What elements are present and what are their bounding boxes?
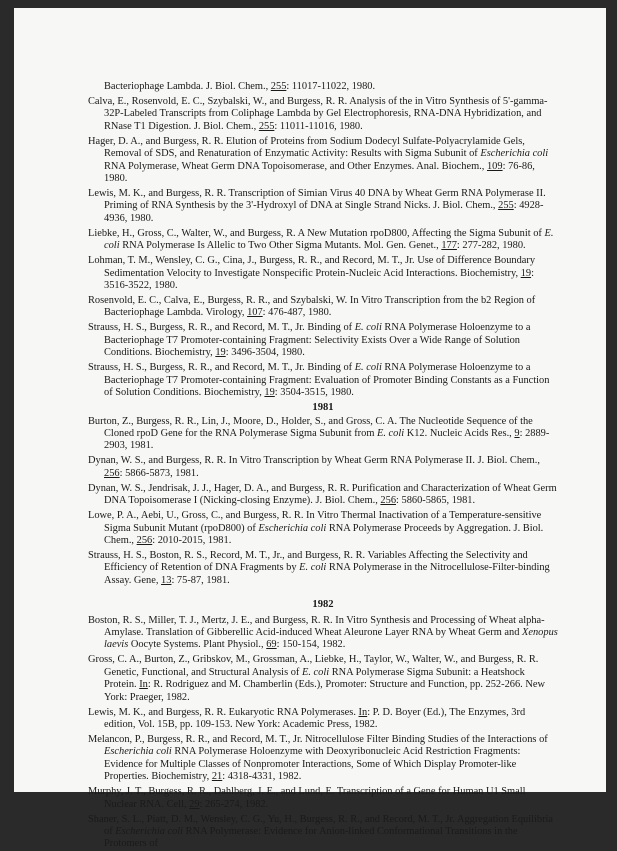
reference-entry: [88, 295, 558, 320]
reference-text: Lewis, M. K., and Burgess, R. R. Transcription of Simian Virus 40 DNA by Wheat Germ RNA Polymerase II. Priming of RNA Synthesis by the 3'-Hydroxyl of DNA at Single Strand Nicks. J. Biol. Chem.,: [88, 188, 546, 212]
reference-text: Shaner, S. L., Piatt, D. M., Wensley, C. G., Yu, H., Burgess, R. R., and Record, M. T., Jr. Aggregation Equilibria of: [88, 813, 554, 838]
species-name: E. coli: [104, 227, 554, 252]
volume-number: 256: [380, 495, 397, 507]
reference-entry: [88, 136, 558, 186]
volume-number: 29: [189, 798, 200, 810]
reference-text: Dynan, W. S., and Burgess, R. R. In Vitro Transcription by Wheat Germ RNA Polymerase II. J. Biol. Chem.,: [88, 455, 540, 467]
reference-entry: [88, 455, 558, 480]
volume-number: 9: [514, 427, 520, 439]
species-name: Escherichia coli: [104, 746, 172, 758]
year-heading: 1981: [312, 402, 334, 414]
reference-text: Strauss, H. S., Burgess, R. R., and Record, M. T., Jr. Binding of: [88, 322, 355, 334]
reference-text: Melancon, P., Burgess, R. R., and Record, M. T., Jr. Nitrocellulose Filter Binding Studies of the Interactions of: [88, 734, 548, 745]
volume-number: 255: [498, 200, 514, 212]
species-name: Escherichia coli: [480, 148, 549, 160]
reference-text: RNA Polymerase Holoenzyme to a Bacteriophage T7 Promoter-containing Fragment: Selectivity Exists Over a Wide Range of Solution Conditions. Biochemistry,: [104, 322, 531, 359]
reference-text: Liebke, H., Gross, C., Walter, W., and Burgess, R. A New Mutation rpoD800, Affecting the Sigma Subunit of: [88, 227, 545, 239]
reference-entry: [88, 416, 558, 453]
volume-number: 177: [441, 240, 457, 252]
reference-text: : R. Rodriguez and M. Chamberlin (Eds.), Promoter: Structure and Function, pp. 252-266. New York: Praeger, 1982.: [104, 679, 545, 703]
reference-text: : 2010-2015, 1981.: [152, 534, 232, 546]
reference-text: : P. D. Boyer (Ed.), The Enzymes, 3rd edition, Vol. 15B, pp. 109-153. New York: Academic Press, 1982.: [104, 706, 526, 730]
species-name: Escherichia coli: [258, 522, 327, 534]
reference-entry: [88, 255, 558, 292]
reference-text: : 4928-4936, 1980.: [104, 200, 544, 224]
reference-text: : 3496-3504, 1980.: [225, 347, 305, 359]
volume-number: 256: [136, 534, 153, 546]
reference-entry: [88, 734, 558, 784]
reference-entry: [88, 510, 558, 547]
reference-text: K12. Nucleic Acids Res.,: [404, 427, 515, 439]
reference-text: Rosenvold, E. C., Calva, E., Burgess, R. R., and Szybalski, W. In Vitro Transcription from the b2 Region of Bacteriophage Lambda. Virology,: [88, 295, 536, 319]
reference-text: RNA Polymerase: Evidence for Anion-linked Conformational Transitions in the Protomers of: [104, 826, 518, 850]
volume-number: 19: [520, 267, 532, 279]
reference-text: : 476-487, 1980.: [262, 307, 332, 319]
reference-text: Hager, D. A., and Burgess, R. R. Elution of Proteins from Sodium Dodecyl Sulfate-Polyacrylamide Gels, Removal of SDS, and Renaturation of Enzymatic Activity: Results with Sigma Subunit of: [88, 135, 525, 160]
reference-text: Bacteriophage Lambda. J. Biol. Chem.,: [104, 81, 271, 92]
reference-text: RNA Polymerase Sigma Subunit: a Heatshock Protein.: [104, 666, 525, 691]
species-name: E. coli: [354, 322, 382, 334]
reference-entry: [88, 188, 558, 225]
reference-text: Murphy, J. T., Burgess, R. R., Dahlberg, J. E., and Lund, E. Transcription of a Gene for Human U1 Small Nuclear RNA. Cell,: [88, 786, 526, 810]
reference-entry: [88, 322, 558, 359]
volume-number: In: [358, 706, 368, 718]
reference-text: RNA Polymerase, Wheat Germ DNA Topoisomerase, and Other Enzymes. Anal. Biochem.,: [104, 160, 487, 172]
reference-text: : 11017-11022, 1980.: [286, 81, 376, 92]
reference-text: Gross, C. A., Burton, Z., Gribskov, M., Grossman, A., Liebke, H., Taylor, W., Walter, W., and Burgess, R. R. Genetic, Functional, and Structural Analysis of: [88, 654, 539, 678]
volume-number: 13: [161, 574, 172, 586]
reference-entry: [88, 483, 558, 508]
reference-entry: [88, 786, 558, 811]
reference-text: Lowe, P. A., Aebi, U., Gross, C., and Burgess, R. R. In Vitro Thermal Inactivation of a Temperature-sensitive Sigma Subunit Mutant (rpoD800) of: [88, 510, 542, 534]
reference-text: Dynan, W. S., Jendrisak, J. J., Hager, D. A., and Burgess, R. R. Purification and Characterization of Wheat Germ DNA Topoisomerase I (Nicking-closing Enzyme). J. Biol. Chem.,: [88, 482, 557, 507]
reference-text: RNA Polymerase in the Nitrocellulose-Filter-binding Assay. Gene,: [104, 562, 550, 586]
reference-text: Strauss, H. S., Burgess, R. R., and Record, M. T., Jr. Binding of: [88, 362, 355, 374]
volume-number: 255: [270, 81, 287, 92]
reference-text: : 5860-5865, 1981.: [396, 495, 476, 507]
reference-entry: [88, 550, 558, 587]
species-name: Xenopus laevis: [104, 626, 558, 651]
reference-text: : 4318-4331, 1982.: [222, 771, 302, 783]
reference-text: Lewis, M. K., and Burgess, R. R. Eukaryotic RNA Polymerases.: [88, 706, 359, 718]
reference-entry: [88, 615, 558, 652]
reference-text: RNA Polymerase Proceeds by Aggregation. J. Biol. Chem.,: [104, 522, 544, 546]
volume-number: 255: [258, 120, 275, 132]
reference-text: Boston, R. S., Miller, T. J., Mertz, J. E., and Burgess, R. R. In Vitro Synthesis and Processing of Wheat alpha-Amylase. Translation of Gibberellic Acid-induced Wheat Aleurone Layer RNA by Wheat Germ and: [88, 614, 545, 638]
reference-text: Burton, Z., Burgess, R. R., Lin, J., Moore, D., Holder, S., and Gross, C. A. The Nucleotide Sequence of the Cloned rpoD Gene for the RNA Polymerase Sigma Subunit from: [88, 415, 533, 439]
reference-text: : 11011-11016, 1980.: [274, 120, 363, 132]
reference-entry: [88, 81, 558, 93]
reference-text: RNA Polymerase Is Allelic to Two Other Sigma Mutants. Mol. Gen. Genet.,: [119, 240, 442, 252]
volume-number: 109: [486, 160, 503, 172]
reference-entry: [88, 707, 558, 732]
reference-text: RNA Polymerase Holoenzyme with Deoxyribonucleic Acid Restriction Fragments: Evidence for Multiple Classes of Nonpromoter Interactions, Some of Which Display Promoter-like Properties. Biochemistry,: [104, 746, 521, 783]
reference-entry: [88, 814, 558, 851]
species-name: E. coli: [299, 562, 327, 574]
reference-text: : 3504-3515, 1980.: [274, 387, 354, 399]
volume-number: 19: [215, 347, 226, 359]
reference-text: : 265-274, 1982.: [199, 798, 269, 810]
volume-number: In: [139, 679, 148, 691]
volume-number: 256: [104, 467, 120, 479]
reference-entry: [88, 228, 558, 253]
species-name: E. coli: [301, 666, 330, 678]
reference-text: Strauss, H. S., Boston, R. S., Record, M. T., Jr., and Burgess, R. R. Variables Affecting the Selectivity and Efficiency of Retention of DNA Fragments by: [88, 549, 528, 574]
species-name: E. coli: [377, 427, 405, 439]
species-name: E. coli: [354, 362, 382, 374]
reference-entry: [88, 654, 558, 704]
reference-text: Calva, E., Rosenvold, E. C., Szybalski, W., and Burgess, R. R. Analysis of the in Vitro Synthesis of 5'-gamma-32P-Labeled Transcripts from Coliphage Lambda by Gel Electrophoresis, RNA-DNA Hybridization, and RNase T1 Digestion. J. Biol. Chem.,: [88, 96, 548, 132]
reference-entry: [88, 362, 558, 399]
species-name: Escherichia coli: [115, 826, 184, 838]
reference-text: RNA Polymerase Holoenzyme to a Bacteriophage T7 Promoter-containing Fragment: Evaluation of Promoter Binding Constants as a Function of Solution Conditions. Biochemistry,: [104, 362, 550, 399]
reference-text: Oocyte Systems. Plant Physiol.,: [128, 639, 267, 651]
reference-text: : 277-282, 1980.: [456, 240, 526, 252]
reference-text: : 76-86, 1980.: [104, 160, 535, 185]
reference-text: : 3516-3522, 1980.: [104, 267, 534, 292]
volume-number: 107: [247, 307, 263, 319]
volume-number: 19: [264, 387, 275, 399]
reference-text: : 2889-2903, 1981.: [104, 427, 550, 452]
volume-number: 69: [266, 639, 277, 651]
reference-text: : 150-154, 1982.: [276, 639, 346, 651]
reference-entry: [88, 96, 558, 133]
year-heading: 1982: [312, 599, 334, 611]
reference-text: Lohman, T. M., Wensley, C. G., Cina, J., Burgess, R. R., and Record, M. T., Jr. Use of Difference Boundary Sedimentation Velocity to Investigate Nonspecific Protein-Nucleic Acid Interactions. Biochemistry,: [88, 255, 536, 279]
reference-text: : 75-87, 1981.: [171, 574, 230, 586]
volume-number: 21: [211, 771, 223, 783]
document-page: [14, 8, 606, 850]
reference-text: : 5866-5873, 1981.: [119, 467, 199, 479]
